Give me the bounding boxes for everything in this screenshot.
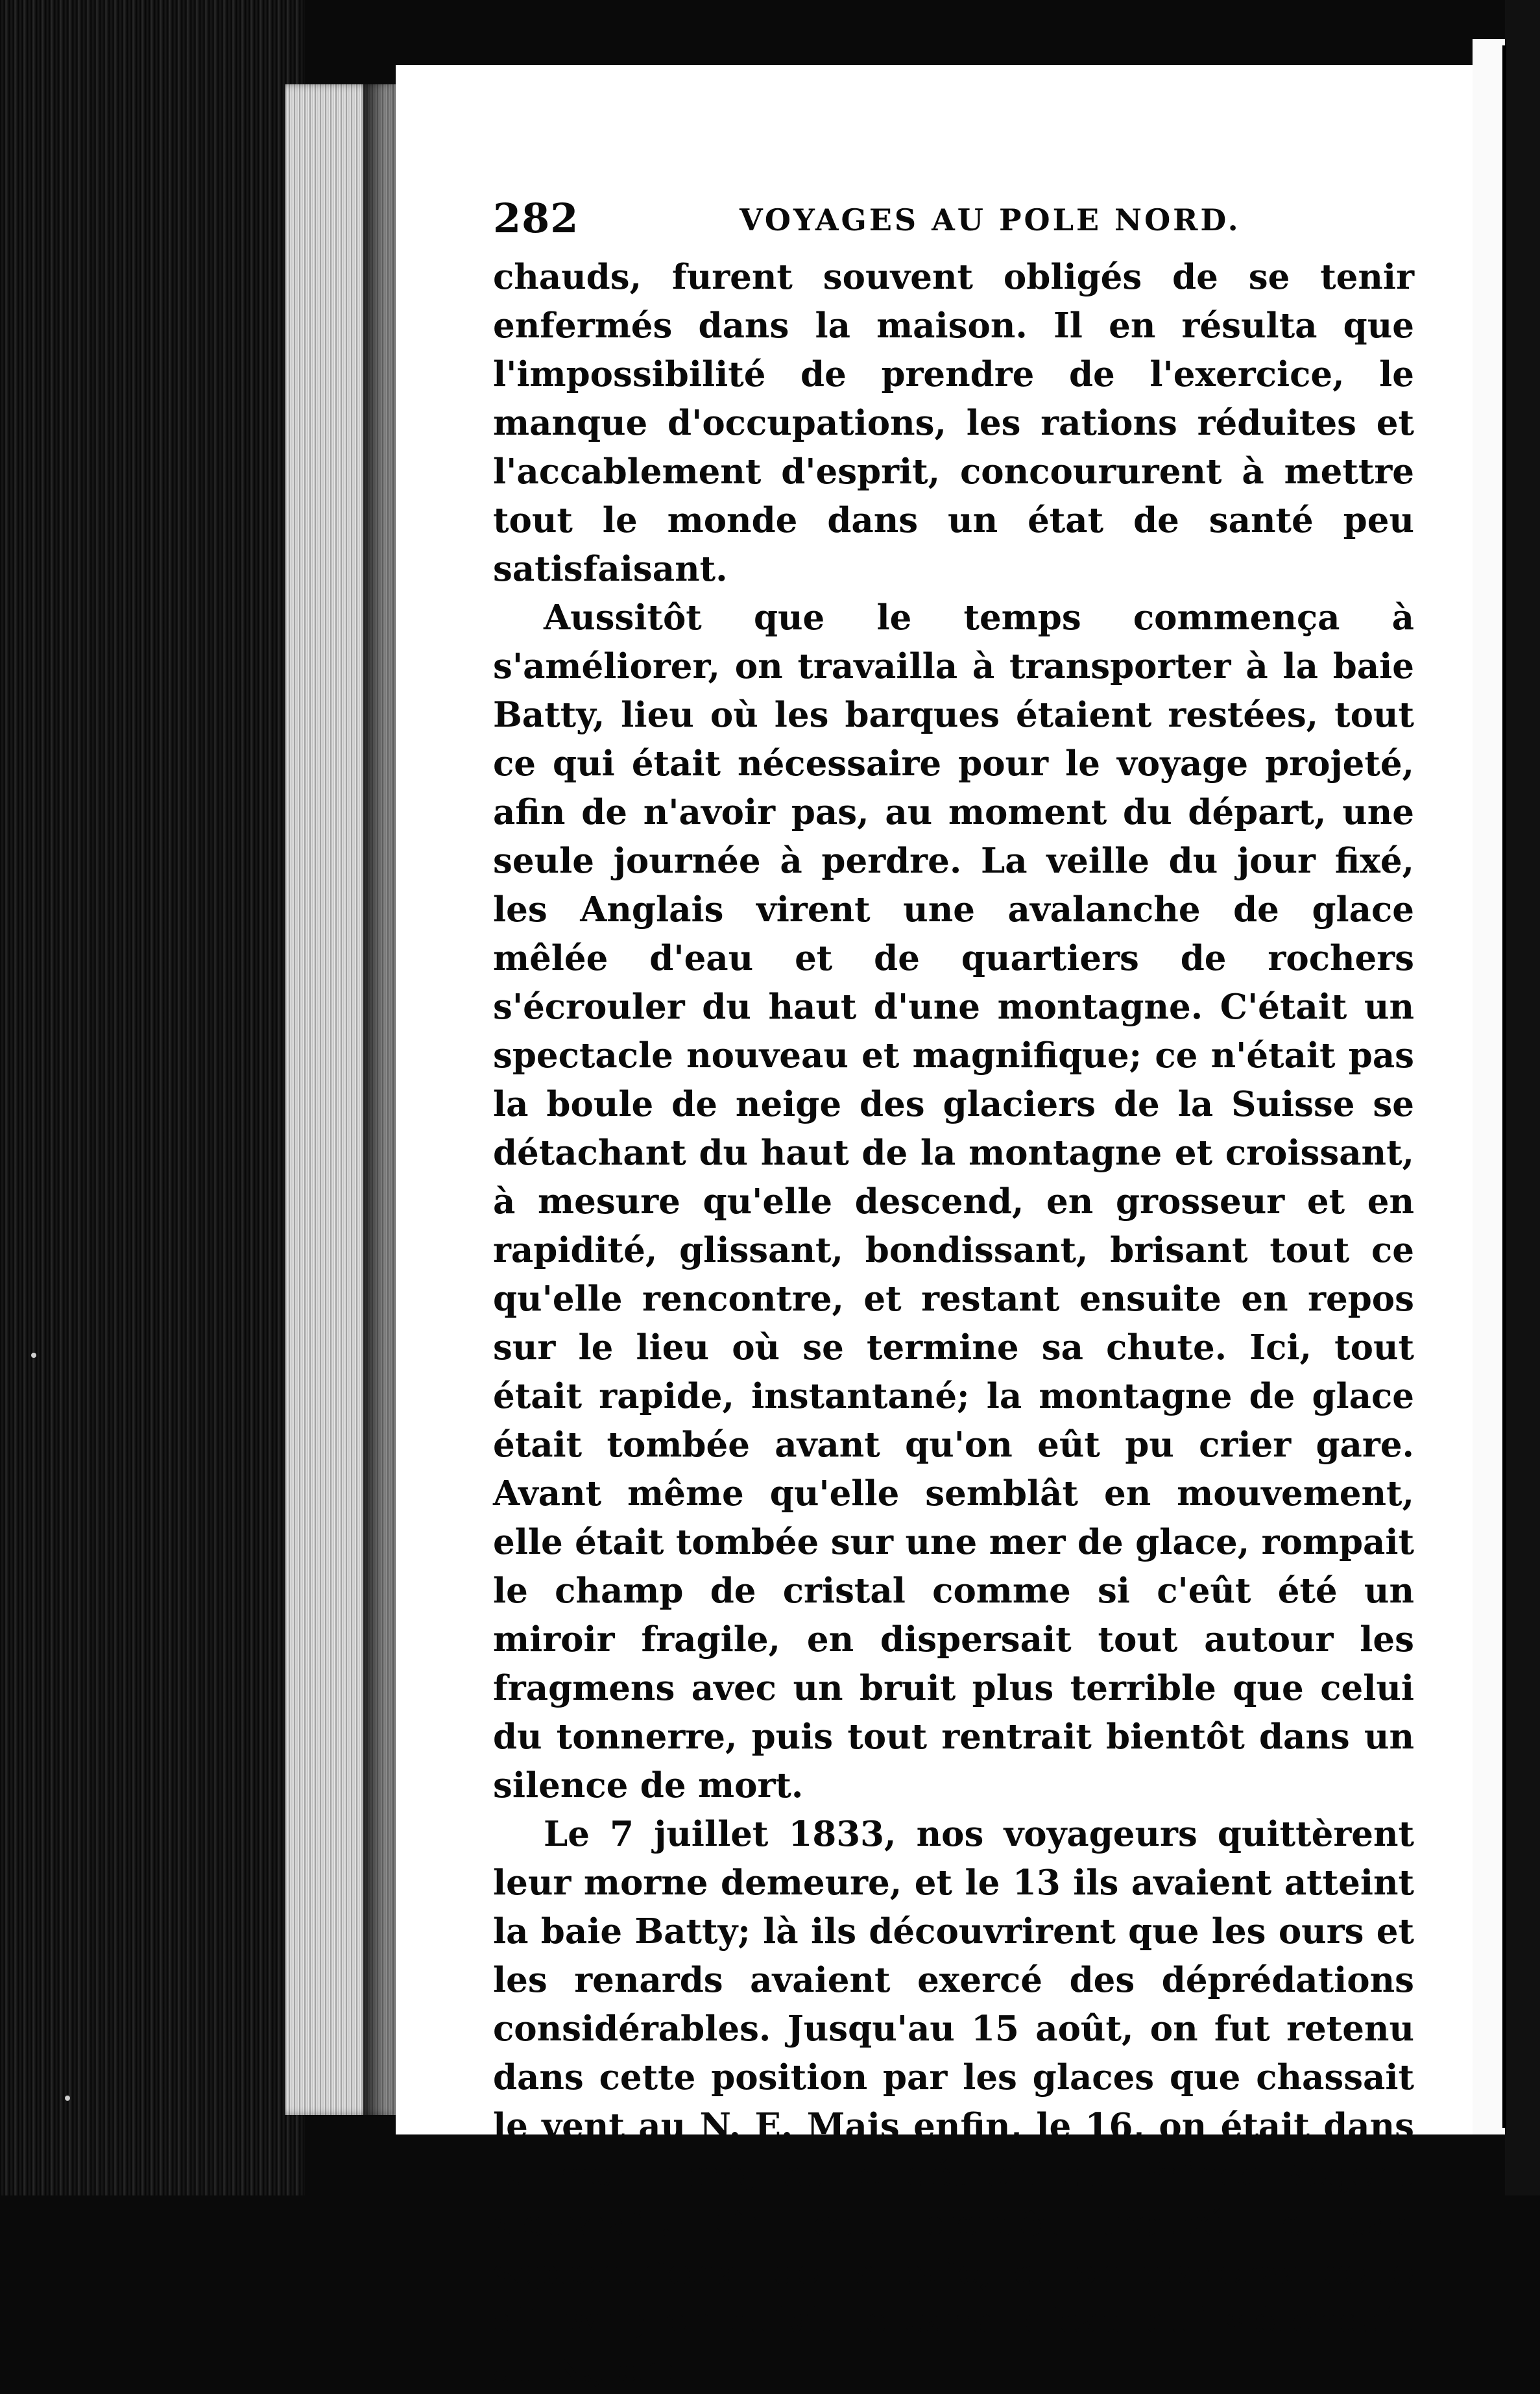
running-title: VOYAGES AU POLE NORD.: [740, 202, 1241, 237]
scan-speck: [65, 2096, 70, 2101]
scan-speck: [31, 1353, 36, 1358]
running-head: [493, 195, 1421, 253]
scan-right-border: [1505, 0, 1540, 2195]
paragraph-1: chauds, furent souvent obligés de se tenir enfermés dans la maison. Il en résulta que l'impossibilité de prendre de l'exercice, le manque d'occupations, les rations réduites et l'accablement d'esprit, concoururent à mettre tout le monde dans un état de santé peu satisfaisant.: [493, 257, 1414, 589]
facing-page-edge-line: [1502, 45, 1506, 2128]
paragraph-2: Aussitôt que le temps commença à s'améliorer, on travailla à transporter à la baie Batty, lieu où les barques étaient restées, tout ce qui était nécessaire pour le voyage projeté, afin de n'avoir pas, au moment du départ, une seule journée à perdre. La veille du jour fixé, les Anglais virent une avalanche de glace mêlée d'eau et de quartiers de rochers s'écrouler du haut d'une montagne. C'était un spectacle nouveau et magnifique; ce n'était pas la boule de neige des glaciers de la Suisse se détachant du haut de la montagne et croissant, à mesure qu'elle descend, en grosseur et en rapidité, glissant, bondissant, brisant tout ce qu'elle rencontre, et restant ensuite en repos sur le lieu où se termine sa chute. Ici, tout était rapide, instantané; la montagne de glace était tombée avant qu'on eût pu crier gare. Avant même qu'elle semblât en mouvement, elle était tombée sur une mer de glace, rompait le champ de cristal comme si c'eût été un miroir fragile, en dispersait tout autour les fragmens avec un bruit plus terrible que celui du tonnerre, puis tout rentrait bientôt dans un silence de mort.: [493, 598, 1414, 1806]
page-number: 282: [493, 195, 579, 242]
paragraph-3: Le 7 juillet 1833, nos voyageurs quittèrent leur morne demeure, et le 13 ils avaient atteint la baie Batty; là ils découvrirent que les ours et les renards avaient exercé des déprédations considérables. Jusqu'au 15 août, on fut retenu dans cette position par les glaces que chassait le vent au N. E. Mais enfin, le 16, on était dans la mer libre, et le détroit du Prince-Régent s'ouvrait. On eut bientôt trouvé le cap septentrional de la baie, et on traversa celle d'Elwin; on suivit le canal d'eau qui s'étendait au N., car: [493, 1814, 1414, 2389]
book-page: [396, 65, 1473, 2389]
body-text: [493, 253, 1414, 2394]
facing-page-strip: [1473, 39, 1505, 2134]
book-spine-edge: [0, 0, 305, 2195]
